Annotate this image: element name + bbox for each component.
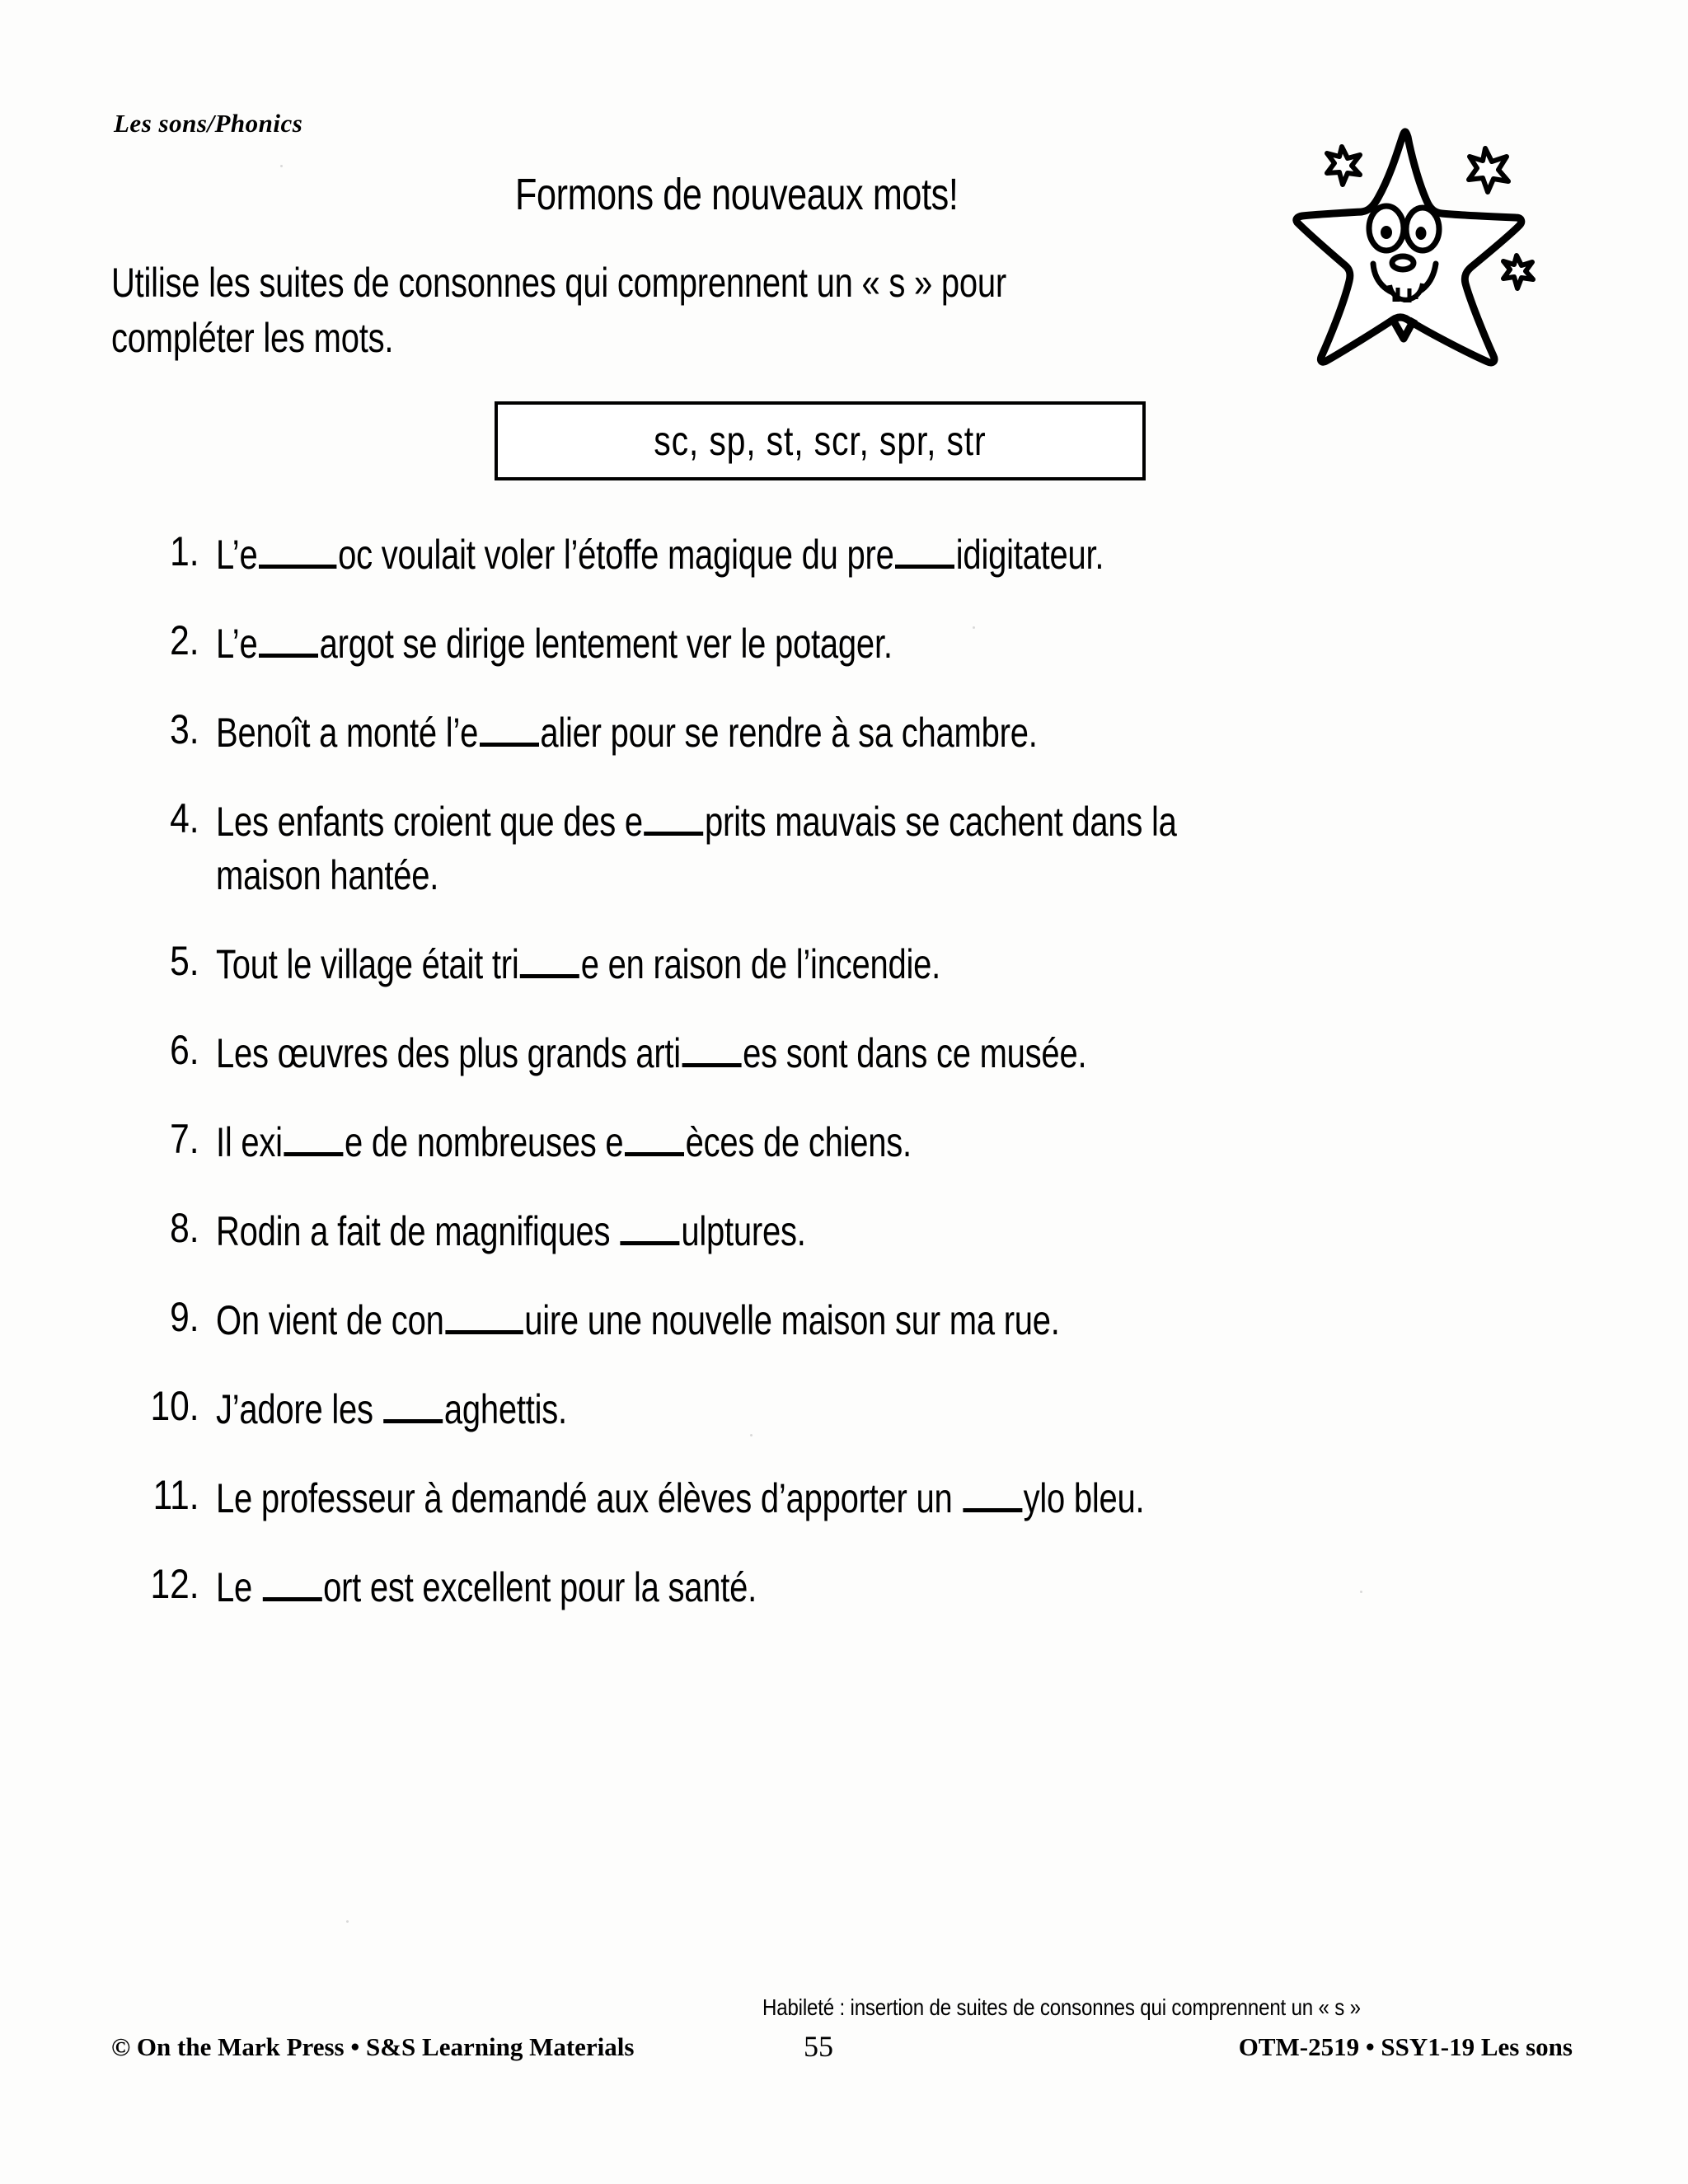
question-item — [124, 1204, 1591, 1258]
question-number: 10. — [150, 1383, 199, 1429]
question-line — [216, 616, 1315, 671]
scan-speckle — [973, 626, 975, 629]
answer-blank[interactable] — [259, 527, 336, 569]
question-text-part: J’adore les — [216, 1386, 382, 1432]
question-text-part: L’e — [216, 532, 258, 578]
question-text — [216, 794, 1591, 902]
question-number: 1. — [170, 528, 199, 574]
question-text — [216, 616, 1591, 671]
question-item — [124, 1560, 1591, 1615]
question-text-part: ylo bleu. — [1023, 1475, 1145, 1521]
question-line — [216, 1115, 1315, 1169]
question-list — [124, 527, 1591, 1649]
question-number: 3. — [170, 706, 199, 752]
question-text-part: On vient de con — [216, 1297, 444, 1343]
answer-blank[interactable] — [262, 1560, 321, 1601]
question-text-part: e de nombreuses e — [345, 1119, 624, 1165]
question-line — [216, 1382, 1315, 1436]
question-line — [216, 794, 1315, 849]
scan-speckle — [750, 1434, 753, 1436]
question-number: 2. — [170, 617, 199, 663]
answer-blank[interactable] — [259, 616, 318, 658]
star-mascot-illustration — [1269, 107, 1541, 371]
answer-blank[interactable] — [520, 937, 579, 978]
scan-speckle — [346, 1920, 349, 1923]
question-item — [124, 527, 1591, 582]
answer-blank[interactable] — [621, 1204, 680, 1245]
question-text-part: Il exi — [216, 1119, 283, 1165]
question-line — [216, 1293, 1315, 1347]
footer-copyright: © On the Mark Press • S&S Learning Materials — [111, 2032, 635, 2061]
question-item — [124, 794, 1591, 902]
footer-skill-note — [762, 1994, 1458, 2021]
subject-tag: Les sons/Phonics — [114, 109, 303, 138]
instructions-line-1: Utilise les suites de consonnes qui comprennent un « s » pour — [111, 260, 1007, 306]
question-text-part: Les œuvres des plus grands arti — [216, 1030, 681, 1076]
question-text-part: Le — [216, 1564, 261, 1610]
question-text — [216, 705, 1591, 760]
question-item — [124, 705, 1591, 760]
word-bank-text — [498, 405, 1142, 477]
question-item — [124, 616, 1591, 671]
question-line — [216, 849, 1315, 902]
answer-blank[interactable] — [682, 1026, 742, 1067]
answer-blank[interactable] — [445, 1293, 523, 1334]
question-line — [216, 1471, 1315, 1526]
footer-page-number: 55 — [804, 2030, 833, 2063]
question-text-part: maison hantée. — [216, 852, 439, 898]
word-bank-value: sc, sp, st, scr, spr, str — [654, 418, 987, 464]
scan-speckle — [1360, 1591, 1362, 1593]
question-text — [216, 1560, 1591, 1615]
question-text — [216, 1026, 1591, 1080]
question-line — [216, 1204, 1315, 1258]
page-title: Formons de nouveaux mots! — [515, 170, 959, 219]
answer-blank[interactable] — [480, 705, 539, 747]
question-number: 8. — [170, 1205, 199, 1251]
question-text-part: uire une nouvelle maison sur ma rue. — [524, 1297, 1060, 1343]
question-text-part: ort est excellent pour la santé. — [323, 1564, 757, 1610]
answer-blank[interactable] — [644, 794, 703, 836]
question-text — [216, 1471, 1591, 1526]
question-text-part: argot se dirige lentement ver le potager. — [319, 621, 893, 667]
question-text-part: e en raison de l’incendie. — [580, 941, 941, 987]
question-line — [216, 1026, 1315, 1080]
question-text-part: Le professeur à demandé aux élèves d’apporter un — [216, 1475, 962, 1521]
question-text-part: èces de chiens. — [685, 1119, 912, 1165]
scan-speckle — [280, 165, 283, 167]
question-item — [124, 1115, 1591, 1169]
question-text-part: Benoît a monté l’e — [216, 710, 479, 756]
question-text — [216, 1115, 1591, 1169]
question-number: 11. — [152, 1472, 199, 1518]
question-line — [216, 937, 1315, 991]
question-line — [216, 705, 1315, 760]
question-text-part: Les enfants croient que des e — [216, 799, 643, 845]
question-text — [216, 527, 1591, 582]
question-number: 12. — [150, 1561, 199, 1607]
question-number: 5. — [170, 938, 199, 984]
footer-skill-text: Habileté : insertion de suites de consonnes qui comprennent un « s » — [762, 1994, 1361, 2020]
question-text-part: Tout le village était tri — [216, 941, 519, 987]
question-line — [216, 1560, 1315, 1615]
question-text — [216, 1204, 1591, 1258]
footer-product-code: OTM-2519 • SSY1-19 Les sons — [1238, 2032, 1573, 2061]
question-item — [124, 937, 1591, 991]
answer-blank[interactable] — [895, 527, 954, 569]
question-text — [216, 1293, 1591, 1347]
question-text-part: prits mauvais se cachent dans la — [705, 799, 1177, 845]
question-text — [216, 1382, 1591, 1436]
question-item — [124, 1293, 1591, 1347]
word-bank-box — [495, 401, 1146, 480]
answer-blank[interactable] — [284, 1115, 343, 1156]
instructions-block — [111, 255, 1397, 365]
question-text-part: idigitateur. — [955, 532, 1104, 578]
question-text-part: Rodin a fait de magnifiques — [216, 1208, 620, 1254]
question-line — [216, 527, 1315, 582]
question-text-part: L’e — [216, 621, 258, 667]
answer-blank[interactable] — [625, 1115, 684, 1156]
question-number: 9. — [170, 1294, 199, 1340]
question-number: 6. — [170, 1027, 199, 1073]
instructions-line-2: compléter les mots. — [111, 314, 394, 361]
answer-blank[interactable] — [963, 1471, 1022, 1512]
question-text-part: aghettis. — [443, 1386, 567, 1432]
answer-blank[interactable] — [383, 1382, 443, 1423]
question-item — [124, 1382, 1591, 1436]
question-number: 7. — [170, 1116, 199, 1162]
question-text-part: alier pour se rendre à sa chambre. — [540, 710, 1038, 756]
question-number: 4. — [170, 795, 199, 841]
question-item — [124, 1026, 1591, 1080]
question-text-part: oc voulait voler l’étoffe magique du pre — [338, 532, 894, 578]
question-text-part: es sont dans ce musée. — [743, 1030, 1087, 1076]
question-text — [216, 937, 1591, 991]
question-text-part: ulptures. — [681, 1208, 806, 1254]
question-item — [124, 1471, 1591, 1526]
